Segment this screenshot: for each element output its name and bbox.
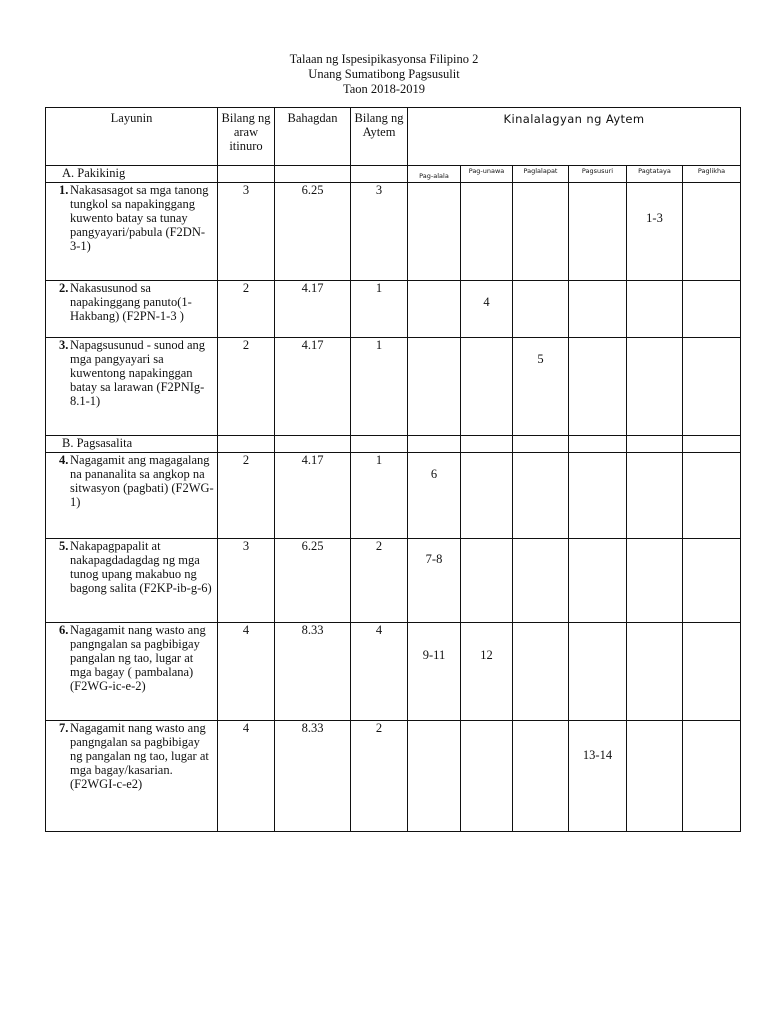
- bahagdan-cell: 4.17: [275, 453, 351, 539]
- araw-cell: 4: [218, 721, 275, 832]
- item-position-cell: [408, 721, 461, 832]
- item-position-cell: [683, 183, 741, 281]
- item-position-cell: [627, 453, 683, 539]
- item-position-cell: [569, 338, 627, 436]
- heading-subtitle: Unang Sumatibong Pagsusulit: [308, 67, 460, 81]
- araw-cell: 2: [218, 453, 275, 539]
- item-position-cell: [513, 183, 569, 281]
- heading-year: Taon 2018-2019: [342, 82, 426, 96]
- objective-number: 3.: [59, 338, 69, 352]
- objective-cell: [46, 281, 218, 338]
- header-bilang-araw: Bilang ng araw itinuro: [218, 108, 275, 166]
- empty-cell: [408, 436, 461, 453]
- objective-number: 7.: [59, 721, 69, 735]
- item-position-cell: [683, 453, 741, 539]
- bahagdan-cell: 6.25: [275, 183, 351, 281]
- item-position-cell: [569, 183, 627, 281]
- level-header: Paglikha: [683, 166, 741, 183]
- item-position-cell: [461, 338, 513, 436]
- item-position-cell: [627, 281, 683, 338]
- objective-number: 2.: [59, 281, 69, 295]
- item-position-cell: [683, 281, 741, 338]
- section-row: [46, 166, 741, 183]
- bahagdan-cell: 8.33: [275, 623, 351, 721]
- objective-text: Nakapagpapalit at nakapagdadagdag ng mga tunog upang makabuo ng bagong salita (F2KP-ib-g-6): [70, 539, 212, 595]
- empty-cell: [218, 166, 275, 183]
- empty-cell: [351, 436, 408, 453]
- table-row: [46, 281, 741, 338]
- section-label: B. Pagsasalita: [46, 436, 218, 453]
- objective-number: 4.: [59, 453, 69, 467]
- level-header: Pag-alala: [408, 166, 461, 183]
- aytem-cell: 1: [351, 281, 408, 338]
- bahagdan-cell: 6.25: [275, 539, 351, 623]
- section-row: [46, 436, 741, 453]
- item-position-cell: 1-3: [627, 183, 683, 281]
- item-position-cell: [461, 183, 513, 281]
- item-position-cell: 4: [461, 281, 513, 338]
- header-bilang-aytem: Bilang ng Aytem: [351, 108, 408, 166]
- objective-text: Napagsusunud - sunod ang mga pangyayari sa kuwentong napakinggan batay sa larawan (F2PNIg-8.1-1): [70, 338, 206, 408]
- aytem-cell: 3: [351, 183, 408, 281]
- aytem-cell: 4: [351, 623, 408, 721]
- level-header: Paglalapat: [513, 166, 569, 183]
- aytem-cell: 2: [351, 539, 408, 623]
- item-position-cell: [683, 623, 741, 721]
- objective-number: 6.: [59, 623, 69, 637]
- araw-cell: 3: [218, 183, 275, 281]
- araw-cell: 2: [218, 338, 275, 436]
- item-position-cell: [513, 623, 569, 721]
- item-position-cell: [461, 539, 513, 623]
- aytem-cell: 2: [351, 721, 408, 832]
- item-position-cell: [513, 453, 569, 539]
- item-position-cell: [683, 539, 741, 623]
- level-header: Pag-unawa: [461, 166, 513, 183]
- item-position-cell: 12: [461, 623, 513, 721]
- empty-cell: [683, 436, 741, 453]
- item-position-cell: [408, 281, 461, 338]
- empty-cell: [351, 166, 408, 183]
- item-position-cell: 7-8: [408, 539, 461, 623]
- level-header: Pagtataya: [627, 166, 683, 183]
- objective-number: 1.: [59, 183, 69, 197]
- specification-table: [45, 107, 741, 832]
- item-position-cell: [627, 623, 683, 721]
- document-heading: [0, 52, 768, 97]
- bahagdan-cell: 4.17: [275, 281, 351, 338]
- objective-text: Nagagamit nang wasto ang pangngalan sa pagbibigay ng pangalan ng tao, lugar at mga bagay/kasarian. (F2WGI-c-e2): [70, 721, 209, 791]
- table-row: [46, 721, 741, 832]
- objective-text: Nagagamit ang magagalang na pananalita sa angkop na sitwasyon (pagbati) (F2WG-1): [70, 453, 214, 509]
- header-layunin: Layunin: [46, 108, 218, 166]
- item-position-cell: [569, 281, 627, 338]
- item-position-cell: [627, 338, 683, 436]
- item-position-cell: [461, 453, 513, 539]
- empty-cell: [275, 166, 351, 183]
- item-position-cell: [569, 539, 627, 623]
- araw-cell: 2: [218, 281, 275, 338]
- header-kinalalagyan: Kinalalagyan ng Aytem: [408, 108, 741, 166]
- table-row: [46, 539, 741, 623]
- empty-cell: [569, 436, 627, 453]
- bahagdan-cell: 8.33: [275, 721, 351, 832]
- araw-cell: 4: [218, 623, 275, 721]
- table-row: [46, 338, 741, 436]
- aytem-cell: 1: [351, 453, 408, 539]
- objective-number: 5.: [59, 539, 69, 553]
- aytem-cell: 1: [351, 338, 408, 436]
- empty-cell: [513, 436, 569, 453]
- item-position-cell: 13-14: [569, 721, 627, 832]
- item-position-cell: [513, 721, 569, 832]
- empty-cell: [218, 436, 275, 453]
- item-position-cell: [408, 183, 461, 281]
- item-position-cell: [513, 539, 569, 623]
- section-label: A. Pakikinig: [46, 166, 218, 183]
- objective-cell: [46, 338, 218, 436]
- objective-cell: [46, 623, 218, 721]
- item-position-cell: 9-11: [408, 623, 461, 721]
- objective-text: Nakasusunod sa napakinggang panuto(1-Hakbang) (F2PN-1-3 ): [70, 281, 192, 323]
- objective-text: Nakasasagot sa mga tanong tungkol sa napakinggang kuwento batay sa tunay pangyayari/pabula (F2DN-3-1): [70, 183, 209, 253]
- table-row: [46, 453, 741, 539]
- level-header: Pagsusuri: [569, 166, 627, 183]
- heading-title: Talaan ng Ispesipikasyonsa Filipino 2: [289, 52, 479, 66]
- objective-text: Nagagamit nang wasto ang pangngalan sa pagbibigay pangalan ng tao, lugar at mga bagay ( pambalana) (F2WG-ic-e-2): [70, 623, 206, 693]
- araw-cell: 3: [218, 539, 275, 623]
- header-row: [46, 108, 741, 166]
- empty-cell: [461, 436, 513, 453]
- empty-cell: [275, 436, 351, 453]
- item-position-cell: [461, 721, 513, 832]
- item-position-cell: [683, 721, 741, 832]
- table-row: [46, 183, 741, 281]
- bahagdan-cell: 4.17: [275, 338, 351, 436]
- item-position-cell: [627, 539, 683, 623]
- item-position-cell: [513, 281, 569, 338]
- item-position-cell: [408, 338, 461, 436]
- item-position-cell: [569, 623, 627, 721]
- item-position-cell: 5: [513, 338, 569, 436]
- item-position-cell: [569, 453, 627, 539]
- table-row: [46, 623, 741, 721]
- objective-cell: [46, 539, 218, 623]
- objective-cell: [46, 721, 218, 832]
- objective-cell: [46, 453, 218, 539]
- item-position-cell: [627, 721, 683, 832]
- header-bahagdan: Bahagdan: [275, 108, 351, 166]
- item-position-cell: [683, 338, 741, 436]
- item-position-cell: 6: [408, 453, 461, 539]
- empty-cell: [627, 436, 683, 453]
- objective-cell: [46, 183, 218, 281]
